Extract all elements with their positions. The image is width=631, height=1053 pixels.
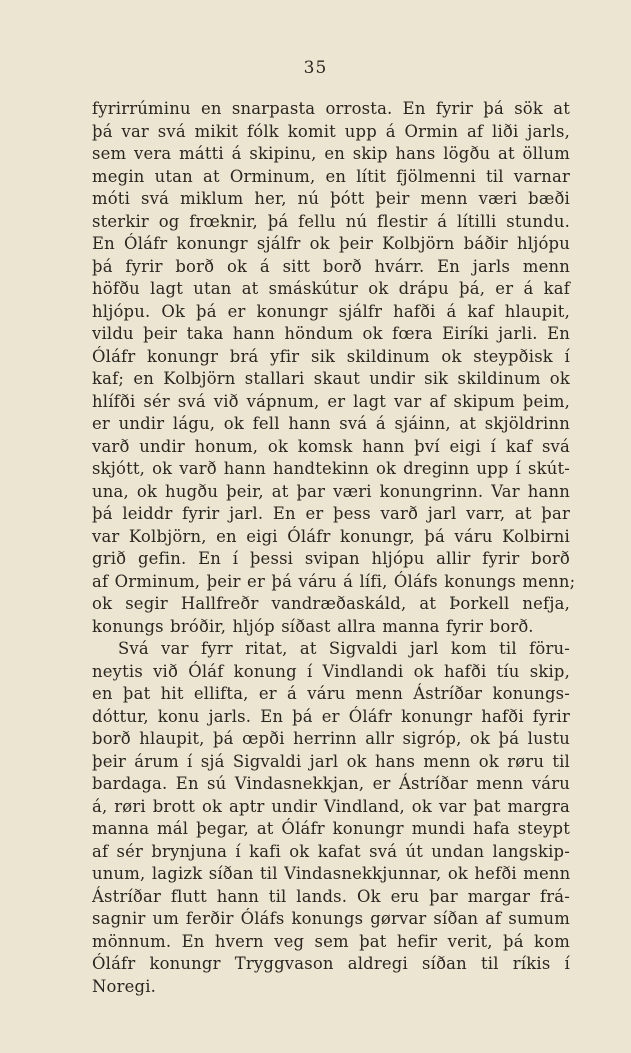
text-line: hlífði sér svá við vápnum, er lagt var af skipum þeim, — [92, 391, 570, 411]
body-text — [92, 98, 576, 998]
text-line: grið gefin. En í þessi svipan hljópu allir fyrir borð — [92, 549, 570, 568]
text-line: megin utan at Orminum, en lítit fjölmenni til varnar — [92, 166, 570, 186]
text-line: Noregi. — [92, 976, 157, 996]
text-line: þá fyrir borð ok á sitt borð hvárr. En jarls menn — [92, 256, 570, 276]
text-line: Svá var fyrr ritat, at Sigvaldi jarl kom til föru- — [118, 639, 570, 658]
text-line: En Óláfr konungr sjálfr ok þeir Kolbjörn báðir hljópu — [92, 234, 570, 253]
text-line: mönnum. En hvern veg sem þat hefir verit, þá kom — [92, 931, 570, 951]
text-line: bardaga. En sú Vindasnekkjan, er Ástríðar menn váru — [92, 774, 570, 793]
text-line: varð undir honum, ok komsk hann því eigi í kaf svá — [92, 436, 570, 456]
text-line: skjótt, ok varð hann handtekinn ok dreginn upp í skút- — [92, 459, 570, 478]
text-line: dóttur, konu jarls. En þá er Óláfr konungr hafði fyrir — [92, 706, 570, 726]
text-line: Óláfr konungr Tryggvason aldregi síðan til ríkis í — [92, 954, 570, 973]
text-line: þá var svá mikit fólk komit upp á Ormin af liði jarls, — [92, 121, 570, 141]
text-line: borð hlaupit, þá œpði herrinn allr sigróp, ok þá lustu — [92, 729, 570, 748]
text-line: móti svá miklum her, nú þótt þeir menn væri bæði — [92, 189, 570, 208]
text-line: þeir árum í sjá Sigvaldi jarl ok hans menn ok røru til — [92, 751, 570, 771]
text-line: þá leiddr fyrir jarl. En er þess varð jarl varr, at þar — [92, 504, 570, 523]
text-line: af Orminum, þeir er þá váru á lífi, Óláfs konungs menn; — [92, 571, 576, 591]
text-line: sagnir um ferðir Óláfs konungs gørvar síðan af sumum — [92, 909, 570, 928]
text-line: konungs bróðir, hljóp síðast allra manna fyrir borð. — [92, 616, 534, 636]
text-line: vildu þeir taka hann höndum ok fœra Eiríki jarli. En — [92, 324, 570, 343]
text-line: ok segir Hallfreðr vandræðaskáld, at Þorkell nefja, — [92, 594, 570, 613]
text-line: sem vera mátti á skipinu, en skip hans lögðu at öllum — [92, 144, 570, 163]
text-line: una, ok hugðu þeir, at þar væri konungrinn. Var hann — [92, 481, 570, 501]
text-line: höfðu lagt utan at smáskútur ok drápu þá, er á kaf — [92, 279, 570, 298]
text-line: en þat hit ellifta, er á váru menn Ástríðar konungs- — [92, 684, 570, 703]
text-line: er undir lágu, ok fell hann svá á sjáinn, at skjöldrinn — [92, 414, 570, 433]
text-line: neytis við Óláf konung í Vindlandi ok hafði tíu skip, — [92, 661, 570, 681]
text-line: Óláfr konungr brá yfir sik skildinum ok steypðisk í — [92, 346, 570, 366]
text-line: unum, lagizk síðan til Vindasnekkjunnar, ok hefði menn — [92, 864, 571, 883]
text-line: af sér brynjuna í kafi ok kafat svá út undan langskip- — [92, 841, 570, 861]
text-line: var Kolbjörn, en eigi Óláfr konungr, þá váru Kolbirni — [92, 526, 570, 546]
text-line: á, røri brott ok aptr undir Vindland, ok var þat margra — [92, 796, 570, 816]
text-line: sterkir og frœknir, þá fellu nú flestir á lítilli stundu. — [92, 211, 570, 231]
text-line: kaf; en Kolbjörn stallari skaut undir sik skildinum ok — [92, 369, 570, 388]
page-number: 35 — [303, 58, 328, 78]
text-line: manna mál þegar, at Óláfr konungr mundi hafa steypt — [92, 819, 570, 838]
text-line: Ástríðar flutt hann til lands. Ok eru þar margar frá- — [92, 886, 570, 906]
text-line: fyrirrúminu en snarpasta orrosta. En fyrir þá sök at — [92, 99, 570, 118]
text-line: hljópu. Ok þá er konungr sjálfr hafði á kaf hlaupit, — [92, 301, 570, 321]
